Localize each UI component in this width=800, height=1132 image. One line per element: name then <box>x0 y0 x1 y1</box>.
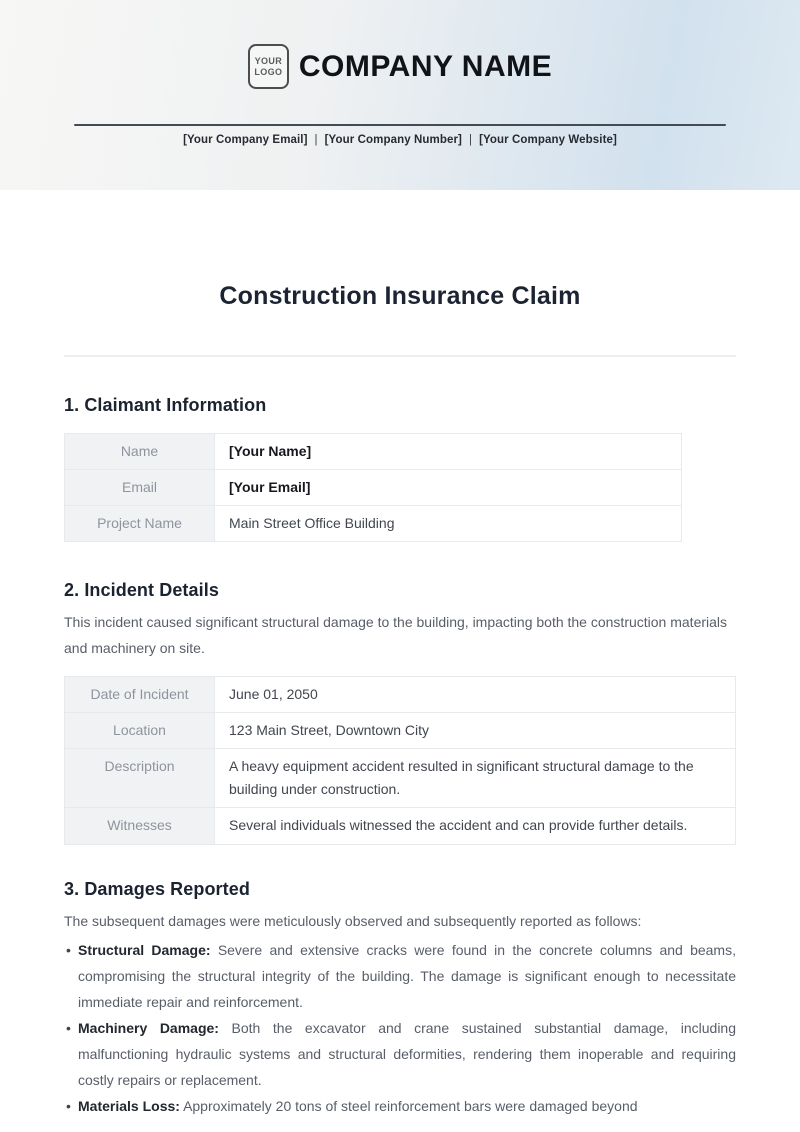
section-heading-incident: 2. Incident Details <box>64 580 219 601</box>
row-value: 123 Main Street, Downtown City <box>215 713 736 749</box>
bullet-title: Machinery Damage: <box>78 1020 219 1037</box>
table-row <box>65 506 682 542</box>
company-email: [Your Company Email] <box>183 134 308 146</box>
row-label: Project Name <box>65 506 215 542</box>
company-logo-icon <box>248 44 289 89</box>
letterhead <box>0 0 800 190</box>
row-value: Several individuals witnessed the accident and can provide further details. <box>215 808 736 844</box>
row-value: A heavy equipment accident resulted in significant structural damage to the building under construction. <box>215 749 736 808</box>
list-item <box>64 938 736 1016</box>
header-divider <box>74 124 726 126</box>
table-row <box>65 749 736 808</box>
section-heading-claimant: 1. Claimant Information <box>64 395 267 415</box>
incident-details-table <box>64 676 736 844</box>
bullet-text: Approximately 20 tons of steel reinforcement bars were damaged beyond <box>183 1097 638 1114</box>
bullet-text: Severe and extensive cracks were found in the concrete columns and beams, compromising the structural integrity of the building. The damage is significant enough to necessitate immediate repair and reinforcement. <box>78 942 736 1011</box>
document-title: Construction Insurance Claim <box>219 282 581 310</box>
row-label: Date of Incident <box>65 677 215 713</box>
company-number: [Your Company Number] <box>324 134 462 146</box>
incident-intro: This incident caused significant structural damage to the building, impacting both the construction materials and machinery on site. <box>64 614 728 657</box>
logo-text-line1: YOUR <box>254 56 283 67</box>
table-row <box>65 434 682 470</box>
bullet-title: Materials Loss: <box>78 1097 180 1114</box>
company-name: COMPANY NAME <box>298 49 553 83</box>
row-label: Witnesses <box>65 808 215 844</box>
table-row <box>65 677 736 713</box>
damages-intro: The subsequent damages were meticulously observed and subsequently reported as follows: <box>64 912 642 929</box>
table-row <box>65 713 736 749</box>
row-value: [Your Name] <box>215 434 682 470</box>
row-label: Description <box>65 749 215 808</box>
document-body <box>0 282 800 1120</box>
bullet-title: Structural Damage: <box>78 942 211 959</box>
contact-separator: | <box>468 134 473 146</box>
contact-line <box>0 134 800 146</box>
claimant-info-table <box>64 433 682 542</box>
title-divider <box>64 355 736 357</box>
row-label: Email <box>65 470 215 506</box>
list-item <box>64 1094 736 1120</box>
damages-list <box>64 938 736 1119</box>
section-heading-damages: 3. Damages Reported <box>64 878 250 899</box>
table-row <box>65 808 736 844</box>
bullet-text: Both the excavator and crane sustained substantial damage, including malfunctioning hydraulic systems and structural deformities, rendering them inoperable and requiring costly repairs or replacement. <box>78 1020 737 1088</box>
table-row <box>65 470 682 506</box>
row-value: June 01, 2050 <box>215 677 736 713</box>
row-label: Location <box>65 713 215 749</box>
contact-separator: | <box>314 134 318 146</box>
row-value: Main Street Office Building <box>215 506 682 542</box>
list-item <box>64 1016 736 1094</box>
logo-text-line2: LOGO <box>254 66 283 77</box>
row-label: Name <box>65 434 215 470</box>
brand-row <box>0 0 800 89</box>
company-website: [Your Company Website] <box>479 134 617 146</box>
row-value: [Your Email] <box>215 470 682 506</box>
